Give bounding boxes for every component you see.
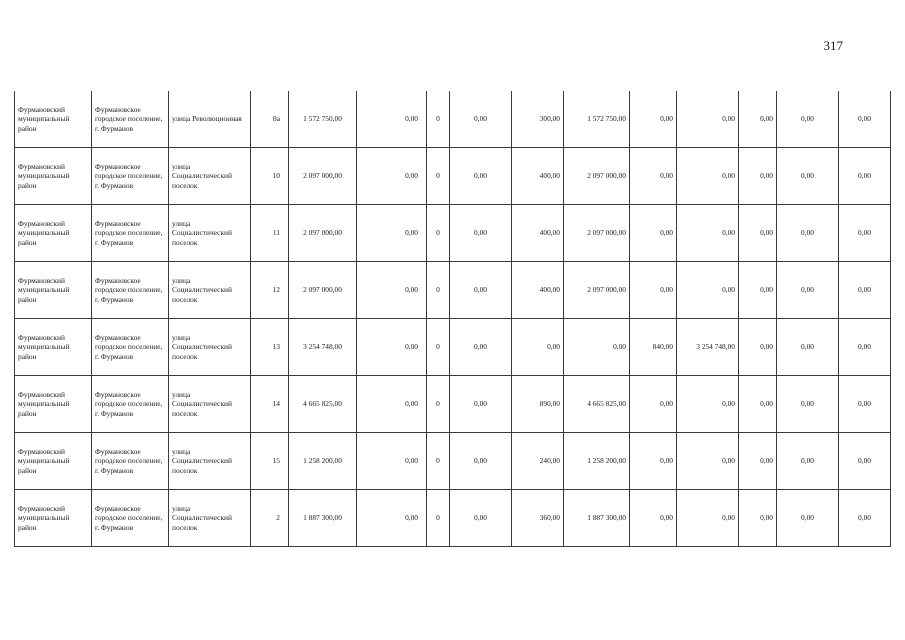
settlement-cell: Фурмановское городское поселение, г. Фурманов — [92, 490, 169, 547]
table-row — [15, 91, 891, 148]
table-row — [15, 490, 891, 547]
settlement-cell: Фурмановское городское поселение, г. Фурманов — [92, 433, 169, 490]
value-cell: 0,00 — [739, 148, 777, 205]
total-cost-cell: 2 097 000,00 — [289, 205, 357, 262]
street-cell: улица Социалистический поселок — [169, 433, 251, 490]
value-cell: 890,00 — [512, 376, 564, 433]
settlement-cell: Фурмановское городское поселение, г. Фурманов — [92, 91, 169, 148]
value-cell: 300,00 — [512, 91, 564, 148]
district-cell: Фурмановский муниципальный район — [15, 433, 92, 490]
housing-program-table — [14, 91, 891, 547]
table-body — [15, 91, 891, 547]
value-cell: 0,00 — [839, 376, 891, 433]
value-cell: 0,00 — [777, 148, 839, 205]
value-cell: 0,00 — [564, 319, 630, 376]
value-cell: 0,00 — [450, 433, 512, 490]
house-number-cell: 10 — [251, 148, 289, 205]
table-row — [15, 433, 891, 490]
value-cell: 0,00 — [739, 205, 777, 262]
value-cell: 400,00 — [512, 262, 564, 319]
value-cell: 400,00 — [512, 148, 564, 205]
settlement-cell: Фурмановское городское поселение, г. Фурманов — [92, 262, 169, 319]
value-cell: 0,00 — [630, 91, 677, 148]
value-cell: 0,00 — [839, 262, 891, 319]
table-row — [15, 319, 891, 376]
value-cell: 0,00 — [357, 262, 427, 319]
value-cell: 0,00 — [739, 376, 777, 433]
value-cell: 0,00 — [357, 91, 427, 148]
total-cost-cell: 1 258 200,00 — [289, 433, 357, 490]
value-cell: 2 097 000,00 — [564, 205, 630, 262]
value-cell: 0,00 — [357, 148, 427, 205]
value-cell: 0,00 — [777, 376, 839, 433]
value-cell: 0,00 — [677, 433, 739, 490]
value-cell: 3 254 748,00 — [677, 319, 739, 376]
value-cell: 0,00 — [450, 376, 512, 433]
house-number-cell: 11 — [251, 205, 289, 262]
settlement-cell: Фурмановское городское поселение, г. Фурманов — [92, 148, 169, 205]
value-cell: 0,00 — [677, 91, 739, 148]
table-row — [15, 262, 891, 319]
settlement-cell: Фурмановское городское поселение, г. Фурманов — [92, 205, 169, 262]
table-row — [15, 205, 891, 262]
district-cell: Фурмановский муниципальный район — [15, 262, 92, 319]
district-cell: Фурмановский муниципальный район — [15, 91, 92, 148]
total-cost-cell: 1 887 300,00 — [289, 490, 357, 547]
value-cell: 0,00 — [677, 376, 739, 433]
value-cell: 0,00 — [630, 376, 677, 433]
value-cell: 240,00 — [512, 433, 564, 490]
value-cell: 0,00 — [357, 205, 427, 262]
value-cell: 0,00 — [777, 205, 839, 262]
value-cell: 0,00 — [777, 262, 839, 319]
value-cell: 0,00 — [357, 433, 427, 490]
value-cell: 0 — [427, 376, 450, 433]
table-row — [15, 148, 891, 205]
house-number-cell: 2 — [251, 490, 289, 547]
value-cell: 0,00 — [450, 148, 512, 205]
value-cell: 0,00 — [677, 148, 739, 205]
street-cell: улица Революционная — [169, 91, 251, 148]
value-cell: 0,00 — [839, 433, 891, 490]
value-cell: 360,00 — [512, 490, 564, 547]
value-cell: 0,00 — [630, 433, 677, 490]
total-cost-cell: 2 097 000,00 — [289, 148, 357, 205]
house-number-cell: 8а — [251, 91, 289, 148]
value-cell: 0,00 — [739, 262, 777, 319]
house-number-cell: 14 — [251, 376, 289, 433]
value-cell: 0,00 — [630, 148, 677, 205]
total-cost-cell: 4 665 825,00 — [289, 376, 357, 433]
value-cell: 0,00 — [677, 262, 739, 319]
value-cell: 2 097 000,00 — [564, 262, 630, 319]
value-cell: 0 — [427, 433, 450, 490]
value-cell: 0,00 — [450, 205, 512, 262]
value-cell: 0,00 — [739, 433, 777, 490]
value-cell: 840,00 — [630, 319, 677, 376]
street-cell: улица Социалистический поселок — [169, 376, 251, 433]
value-cell: 4 665 825,00 — [564, 376, 630, 433]
value-cell: 0,00 — [677, 490, 739, 547]
value-cell: 0,00 — [739, 91, 777, 148]
value-cell: 1 258 200,00 — [564, 433, 630, 490]
value-cell: 0,00 — [450, 91, 512, 148]
value-cell: 2 097 000,00 — [564, 148, 630, 205]
page-number: 317 — [823, 38, 843, 53]
value-cell: 0,00 — [739, 319, 777, 376]
table-row — [15, 376, 891, 433]
value-cell: 0,00 — [839, 148, 891, 205]
value-cell: 0,00 — [630, 490, 677, 547]
district-cell: Фурмановский муниципальный район — [15, 148, 92, 205]
street-cell: улица Социалистический поселок — [169, 205, 251, 262]
value-cell: 0 — [427, 490, 450, 547]
value-cell: 0,00 — [450, 319, 512, 376]
total-cost-cell: 1 572 750,00 — [289, 91, 357, 148]
value-cell: 0,00 — [839, 319, 891, 376]
value-cell: 0,00 — [777, 91, 839, 148]
district-cell: Фурмановский муниципальный район — [15, 205, 92, 262]
value-cell: 0 — [427, 148, 450, 205]
value-cell: 0 — [427, 262, 450, 319]
value-cell: 0,00 — [677, 205, 739, 262]
value-cell: 0 — [427, 319, 450, 376]
total-cost-cell: 2 097 000,00 — [289, 262, 357, 319]
value-cell: 1 887 300,00 — [564, 490, 630, 547]
value-cell: 0,00 — [777, 433, 839, 490]
value-cell: 1 572 750,00 — [564, 91, 630, 148]
house-number-cell: 12 — [251, 262, 289, 319]
value-cell: 0,00 — [357, 490, 427, 547]
district-cell: Фурмановский муниципальный район — [15, 376, 92, 433]
value-cell: 0 — [427, 205, 450, 262]
value-cell: 0 — [427, 91, 450, 148]
value-cell: 0,00 — [630, 205, 677, 262]
total-cost-cell: 3 254 748,00 — [289, 319, 357, 376]
value-cell: 0,00 — [357, 376, 427, 433]
value-cell: 0,00 — [630, 262, 677, 319]
street-cell: улица Социалистический поселок — [169, 148, 251, 205]
street-cell: улица Социалистический поселок — [169, 319, 251, 376]
value-cell: 0,00 — [839, 205, 891, 262]
value-cell: 0,00 — [777, 490, 839, 547]
district-cell: Фурмановский муниципальный район — [15, 490, 92, 547]
street-cell: улица Социалистический поселок — [169, 262, 251, 319]
value-cell: 0,00 — [357, 319, 427, 376]
value-cell: 0,00 — [839, 91, 891, 148]
house-number-cell: 13 — [251, 319, 289, 376]
value-cell: 0,00 — [512, 319, 564, 376]
value-cell: 0,00 — [777, 319, 839, 376]
value-cell: 400,00 — [512, 205, 564, 262]
value-cell: 0,00 — [450, 262, 512, 319]
street-cell: улица Социалистический поселок — [169, 490, 251, 547]
district-cell: Фурмановский муниципальный район — [15, 319, 92, 376]
value-cell: 0,00 — [739, 490, 777, 547]
house-number-cell: 15 — [251, 433, 289, 490]
value-cell: 0,00 — [839, 490, 891, 547]
settlement-cell: Фурмановское городское поселение, г. Фурманов — [92, 376, 169, 433]
settlement-cell: Фурмановское городское поселение, г. Фурманов — [92, 319, 169, 376]
value-cell: 0,00 — [450, 490, 512, 547]
